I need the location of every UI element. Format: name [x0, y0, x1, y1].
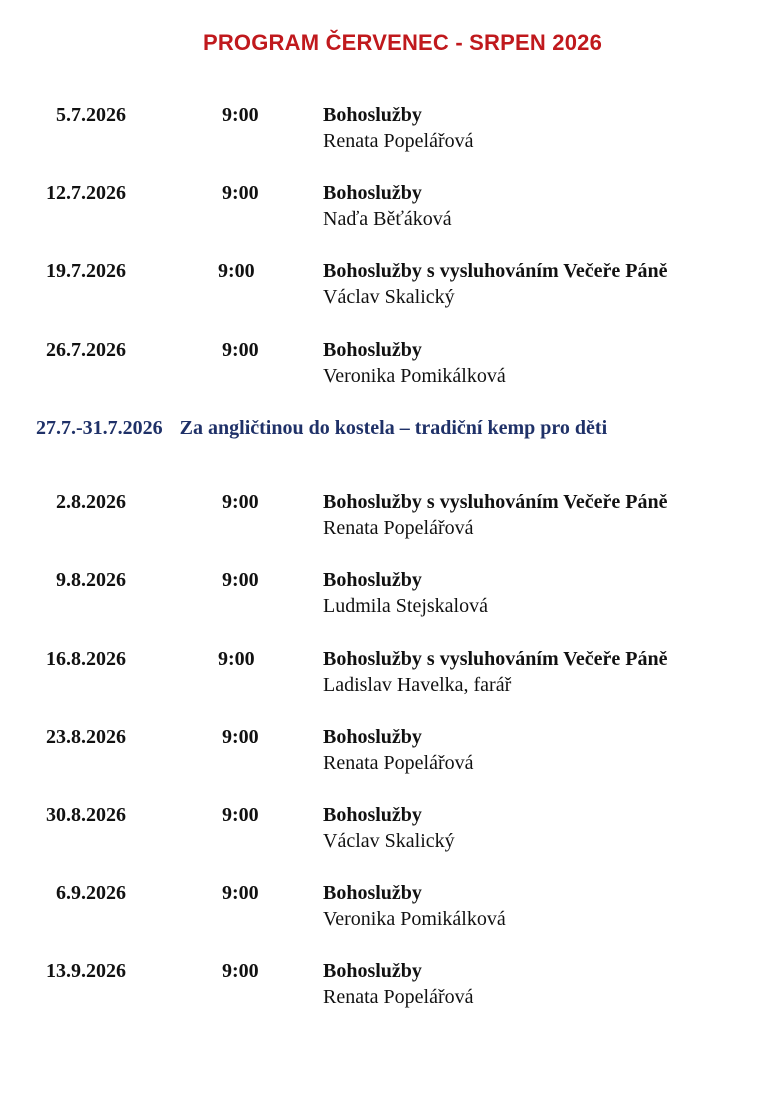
- entry-date: 13.9.2026: [46, 960, 126, 982]
- entry-event: Bohoslužby s vysluhováním Večeře Páně: [323, 260, 668, 282]
- entry-person: Ladislav Havelka, farář: [323, 674, 512, 696]
- program-entry: [0, 182, 783, 234]
- program-entry: [0, 882, 783, 934]
- entry-date: 9.8.2026: [56, 569, 126, 591]
- entry-time: 9:00: [222, 882, 259, 904]
- entry-time: 9:00: [222, 104, 259, 126]
- program-entry: [0, 260, 783, 312]
- entry-date: 12.7.2026: [46, 182, 126, 204]
- entry-event: Bohoslužby: [323, 569, 422, 591]
- program-entry: [0, 648, 783, 700]
- entry-person: Veronika Pomikálková: [323, 365, 506, 387]
- entry-event: Bohoslužby: [323, 726, 422, 748]
- entry-event: Bohoslužby s vysluhováním Večeře Páně: [323, 491, 668, 513]
- entry-time: 9:00: [222, 569, 259, 591]
- entry-person: Renata Popelářová: [323, 752, 474, 774]
- program-entry: [0, 569, 783, 621]
- entry-person: Václav Skalický: [323, 286, 455, 308]
- page-title: PROGRAM ČERVENEC - SRPEN 2026: [202, 30, 603, 55]
- entry-event: Bohoslužby: [323, 339, 422, 361]
- entry-date: 26.7.2026: [46, 339, 126, 361]
- entry-person: Veronika Pomikálková: [323, 908, 506, 930]
- entry-time: 9:00: [222, 339, 259, 361]
- entry-event: Bohoslužby: [323, 182, 422, 204]
- program-entry: [0, 339, 783, 391]
- entry-date: 16.8.2026: [46, 648, 126, 670]
- entry-person: Václav Skalický: [323, 830, 455, 852]
- entry-event: Bohoslužby: [323, 804, 422, 826]
- entry-time: 9:00: [222, 491, 259, 513]
- entry-date: 23.8.2026: [46, 726, 126, 748]
- entry-time: 9:00: [218, 648, 255, 670]
- program-entry: [0, 104, 783, 156]
- entry-person: Renata Popelářová: [323, 517, 474, 539]
- entry-person: Naďa Běťáková: [323, 208, 452, 230]
- entry-time: 9:00: [218, 260, 255, 282]
- entry-time: 9:00: [222, 182, 259, 204]
- entry-event: Bohoslužby: [323, 104, 422, 126]
- special-event-text: Za angličtinou do kostela – tradiční kemp pro děti: [179, 417, 608, 439]
- entry-event: Bohoslužby s vysluhováním Večeře Páně: [323, 648, 668, 670]
- entry-person: Ludmila Stejskalová: [323, 595, 488, 617]
- entry-person: Renata Popelářová: [323, 986, 474, 1008]
- entry-date: 2.8.2026: [56, 491, 126, 513]
- entry-time: 9:00: [222, 726, 259, 748]
- special-event-dates: 27.7.-31.7.2026: [36, 417, 163, 439]
- entry-event: Bohoslužby: [323, 960, 422, 982]
- entry-person: Renata Popelářová: [323, 130, 474, 152]
- program-entry: [0, 960, 783, 1012]
- entry-date: 19.7.2026: [46, 260, 126, 282]
- program-entry: [0, 491, 783, 543]
- entry-time: 9:00: [222, 960, 259, 982]
- program-entry: [0, 804, 783, 856]
- special-event: [36, 417, 607, 440]
- entry-date: 5.7.2026: [56, 104, 126, 126]
- entry-time: 9:00: [222, 804, 259, 826]
- program-entry: [0, 726, 783, 778]
- entry-event: Bohoslužby: [323, 882, 422, 904]
- entry-date: 30.8.2026: [46, 804, 126, 826]
- entry-date: 6.9.2026: [56, 882, 126, 904]
